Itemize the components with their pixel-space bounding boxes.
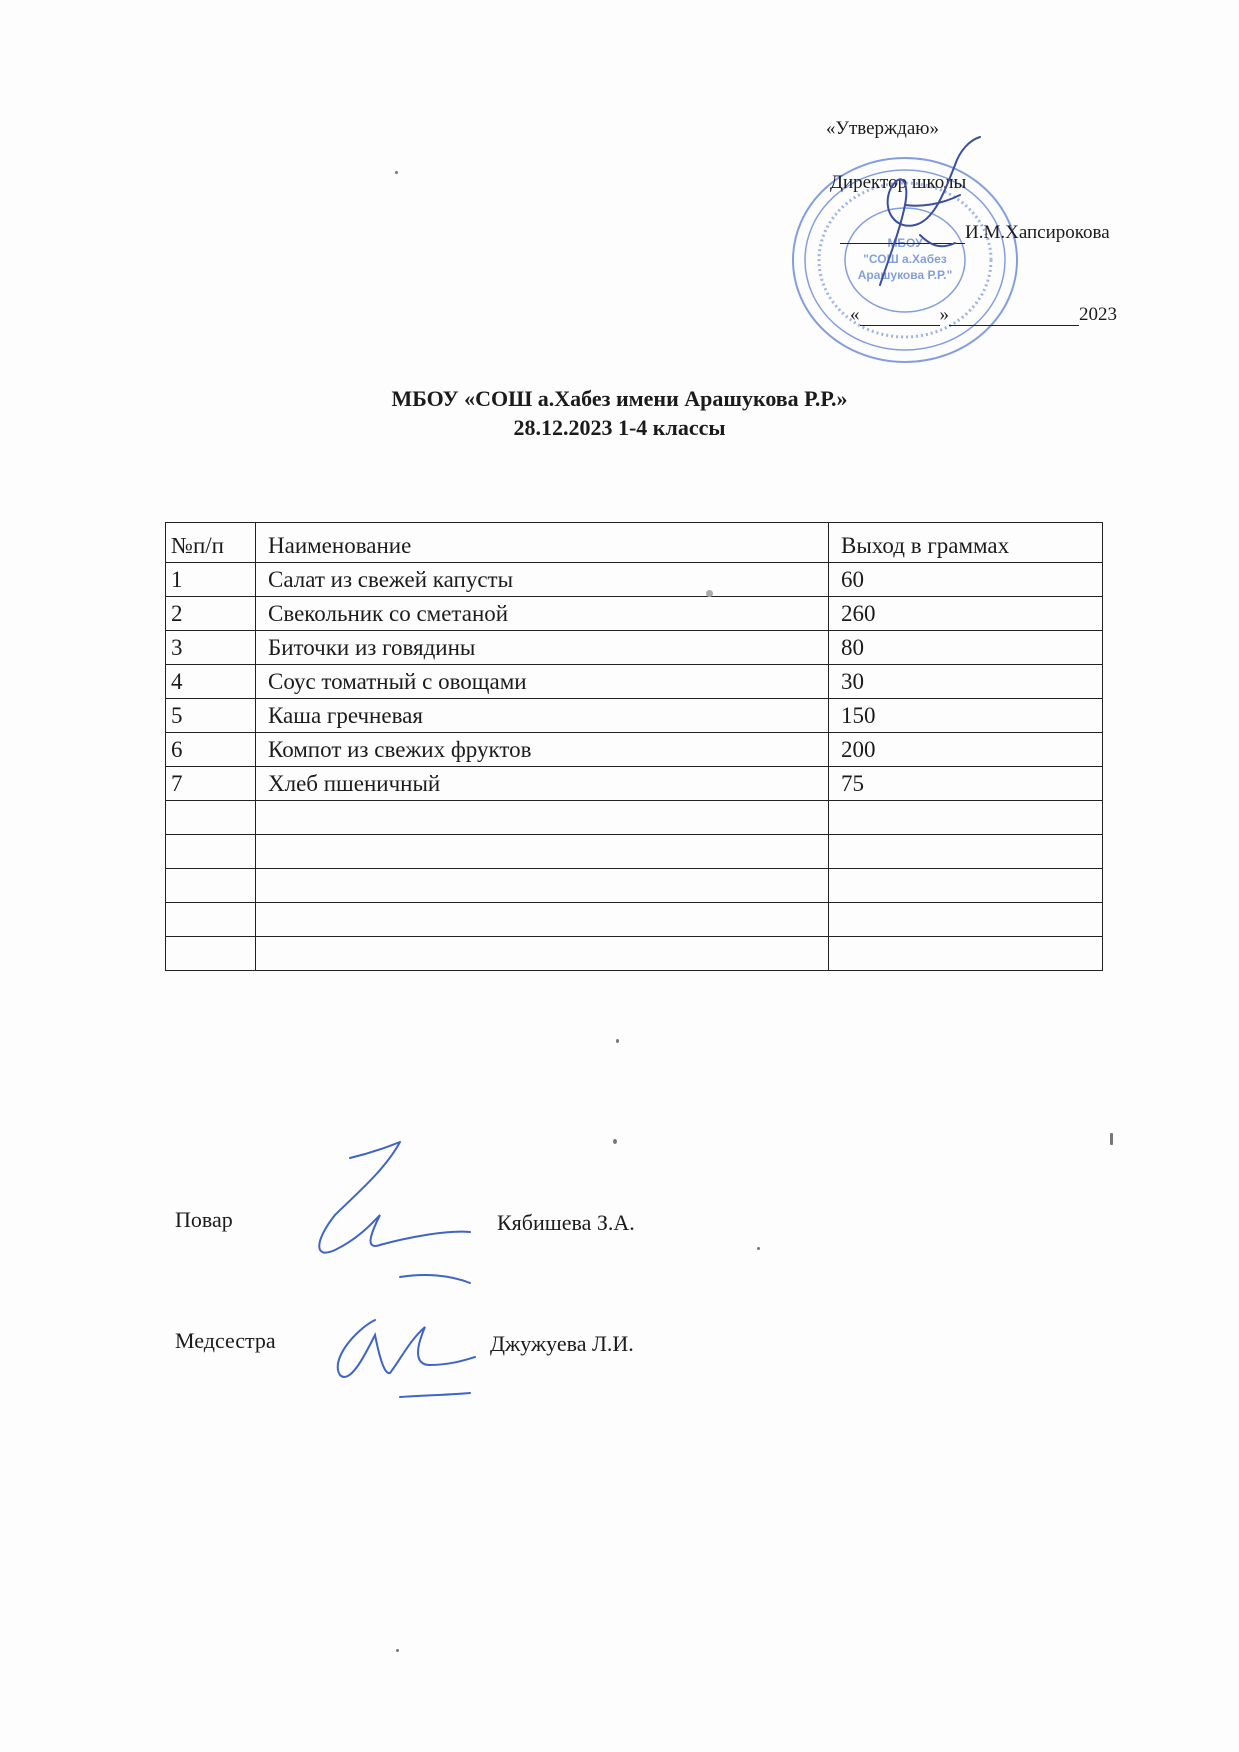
approval-year: 2023: [1079, 304, 1117, 325]
row-number: 4: [166, 665, 256, 699]
director-signature: [857, 135, 1000, 295]
dish-weight: 260: [829, 597, 1103, 631]
header-number: №п/п: [166, 523, 256, 563]
dish-weight: 75: [829, 767, 1103, 801]
scan-speck: [706, 590, 713, 597]
month-blank: [949, 307, 1079, 326]
row-number: 6: [166, 733, 256, 767]
header-output: Выход в граммах: [829, 523, 1103, 563]
dish-weight: 200: [829, 733, 1103, 767]
dish-weight: [829, 869, 1103, 903]
table-row: [166, 699, 1103, 733]
dish-name: [256, 903, 829, 937]
table-row-empty: [166, 835, 1103, 869]
dish-name: Каша гречневая: [256, 699, 829, 733]
row-number: [166, 903, 256, 937]
seal-line-1: МБОУ: [887, 236, 923, 250]
dish-name: [256, 801, 829, 835]
header-name: Наименование: [256, 523, 829, 563]
scan-speck: [396, 1649, 399, 1652]
cook-name: Кябишева З.А.: [497, 1210, 635, 1235]
row-number: [166, 801, 256, 835]
table-row-empty: [166, 937, 1103, 971]
document-heading: [0, 384, 1239, 442]
nurse-name: Джужуева Л.И.: [490, 1331, 634, 1356]
row-number: [166, 937, 256, 971]
cook-label: Повар: [175, 1207, 233, 1232]
row-number: 7: [166, 767, 256, 801]
date-close-quote: »: [939, 304, 949, 325]
dish-weight: [829, 835, 1103, 869]
table-row-empty: [166, 801, 1103, 835]
row-number: [166, 835, 256, 869]
cook-signature: [305, 1140, 475, 1280]
approval-date-line: [850, 304, 1117, 326]
table-row: [166, 631, 1103, 665]
approval-role: Директор школы: [830, 172, 967, 193]
row-number: 2: [166, 597, 256, 631]
table-row: [166, 665, 1103, 699]
dish-name: Соус томатный с овощами: [256, 665, 829, 699]
dish-name: [256, 835, 829, 869]
nurse-signature: [320, 1265, 490, 1405]
dish-weight: 30: [829, 665, 1103, 699]
dish-weight: [829, 903, 1103, 937]
scan-speck: [395, 171, 398, 174]
table-row: [166, 767, 1103, 801]
row-number: 1: [166, 563, 256, 597]
dish-name: Салат из свежей капусты: [256, 563, 829, 597]
row-number: [166, 869, 256, 903]
scan-speck: [757, 1247, 760, 1250]
dish-name: [256, 937, 829, 971]
dish-name: [256, 869, 829, 903]
dish-name: Компот из свежих фруктов: [256, 733, 829, 767]
dish-name: Биточки из говядины: [256, 631, 829, 665]
scan-speck: [1110, 1133, 1113, 1145]
seal-line-2: "СОШ а.Хабез: [863, 252, 947, 266]
table-row: [166, 597, 1103, 631]
seal-line-3: Арашукова Р.Р.": [857, 268, 953, 282]
dish-weight: 150: [829, 699, 1103, 733]
row-number: 3: [166, 631, 256, 665]
scan-speck: [613, 1139, 617, 1144]
day-blank: [860, 307, 940, 326]
menu-table: [165, 522, 1103, 971]
dish-weight: 80: [829, 631, 1103, 665]
table-row-empty: [166, 903, 1103, 937]
scan-speck: [616, 1039, 619, 1043]
row-number: 5: [166, 699, 256, 733]
director-name: И.М.Хапсирокова: [965, 222, 1110, 243]
table-row: [166, 733, 1103, 767]
table-header-row: [166, 523, 1103, 563]
dish-weight: [829, 801, 1103, 835]
dish-weight: 60: [829, 563, 1103, 597]
menu-date-and-grades: 28.12.2023 1-4 классы: [513, 415, 726, 440]
school-name: МБОУ «СОШ а.Хабез имени Арашукова Р.Р.»: [391, 386, 848, 411]
nurse-label: Медсестра: [175, 1328, 276, 1353]
date-open-quote: «: [850, 304, 860, 325]
table-row: [166, 563, 1103, 597]
approval-title: «Утверждаю»: [826, 118, 939, 139]
dish-name: Хлеб пшеничный: [256, 767, 829, 801]
dish-name: Свекольник со сметаной: [256, 597, 829, 631]
dish-weight: [829, 937, 1103, 971]
table-row-empty: [166, 869, 1103, 903]
